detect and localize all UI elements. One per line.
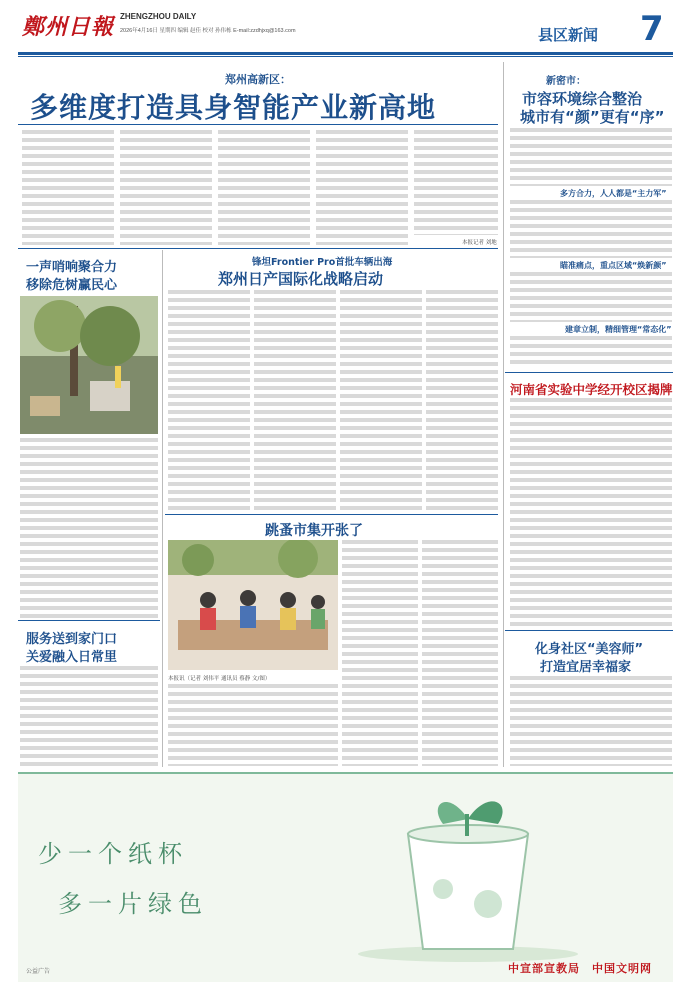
rescue-headline-1: 一声哨响聚合力 — [26, 260, 118, 275]
xinmi-headline-1: 市容环境综合整治 — [522, 90, 643, 108]
school-headline: 河南省实验中学经开校区揭牌 — [510, 382, 673, 397]
lead-body-col-5 — [414, 130, 498, 235]
xinmi-sub-3: 建章立制，精细管理“常态化” — [565, 325, 672, 334]
paper-cup-illustration — [348, 794, 588, 964]
xinmi-body-1 — [510, 128, 672, 186]
lead-body-col-4 — [316, 130, 408, 245]
school-end-rule — [505, 630, 673, 631]
market-body-col-3 — [422, 540, 498, 766]
xinmi-body-4 — [510, 336, 672, 368]
service-body — [20, 666, 158, 768]
frontier-body-col-1 — [168, 290, 250, 510]
lead-rule — [18, 124, 498, 125]
ad-footer-sponsor: 中宣部宣教局 中国文明网 — [508, 962, 652, 975]
frontier-body-col-4 — [426, 290, 498, 510]
issue-info: 2026年4月16日 星期四 编辑 赵佳 校对 孙伟栋 E-mail:zzdhjxq@163.com — [120, 28, 296, 34]
frontier-body-col-2 — [254, 290, 336, 510]
rescue-headline-2: 移除危树赢民心 — [26, 278, 118, 293]
market-caption-byline: 本报讯（记者 刘伟平 通讯员 蔡静 文/图） — [168, 676, 271, 682]
right-column-rule — [503, 62, 504, 767]
lead-signoff: 本报记者 刘地 — [462, 240, 497, 246]
xinmi-kicker: 新密市： — [546, 76, 586, 87]
ad-line-2: 多一片绿色 — [58, 890, 208, 918]
top-rule-thin — [18, 56, 673, 57]
lead-end-rule — [18, 248, 498, 249]
frontier-headline: 郑州日产国际化战略启动 — [218, 270, 384, 288]
rescue-end-rule — [18, 620, 160, 621]
market-photo — [168, 540, 338, 670]
newspaper-name-en: ZHENGZHOU DAILY — [120, 12, 197, 21]
community-body — [510, 676, 672, 766]
frontier-end-rule — [165, 514, 498, 515]
section-title: 县区新闻 — [538, 26, 599, 44]
frontier-kicker: 锋坦Frontier Pro首批车辆出海 — [252, 257, 393, 268]
service-headline-2: 关爱融入日常里 — [26, 650, 118, 665]
newspaper-logo: 鄭州日報 — [22, 14, 115, 40]
xinmi-headline-2: 城市有“颜”更有“序” — [520, 108, 665, 126]
frontier-body-col-3 — [340, 290, 422, 510]
market-headline: 跳蚤市集开张了 — [265, 523, 363, 539]
community-headline-2: 打造宜居幸福家 — [540, 660, 632, 675]
school-body — [510, 398, 672, 628]
page-number: 7 — [640, 9, 664, 49]
lead-body-col-3 — [218, 130, 310, 245]
market-body-left — [168, 684, 338, 766]
xinmi-body-3 — [510, 272, 672, 322]
lead-headline: 多维度打造具身智能产业新高地 — [30, 91, 437, 124]
xinmi-sub-2: 瞄准痛点，重点区域“焕新颜” — [560, 261, 667, 270]
community-headline-1: 化身社区“美容师” — [535, 642, 644, 657]
lead-body-col-2 — [120, 130, 212, 245]
service-headline-1: 服务送到家门口 — [26, 632, 118, 647]
left-column-rule — [162, 250, 163, 767]
xinmi-sub-1: 多方合力，人人都是“主力军” — [560, 189, 667, 198]
rescue-body — [20, 438, 158, 618]
lead-kicker: 郑州高新区： — [225, 73, 291, 86]
public-service-ad — [18, 772, 673, 982]
top-rule — [18, 52, 673, 55]
ad-footer-label: 公益广告 — [26, 968, 51, 975]
market-body-col-2 — [342, 540, 418, 766]
lead-body-col-1 — [22, 130, 114, 245]
xinmi-body-2 — [510, 200, 672, 258]
rescue-photo — [20, 296, 158, 434]
ad-line-1: 少一个纸杯 — [38, 840, 188, 868]
xinmi-end-rule — [505, 372, 673, 373]
